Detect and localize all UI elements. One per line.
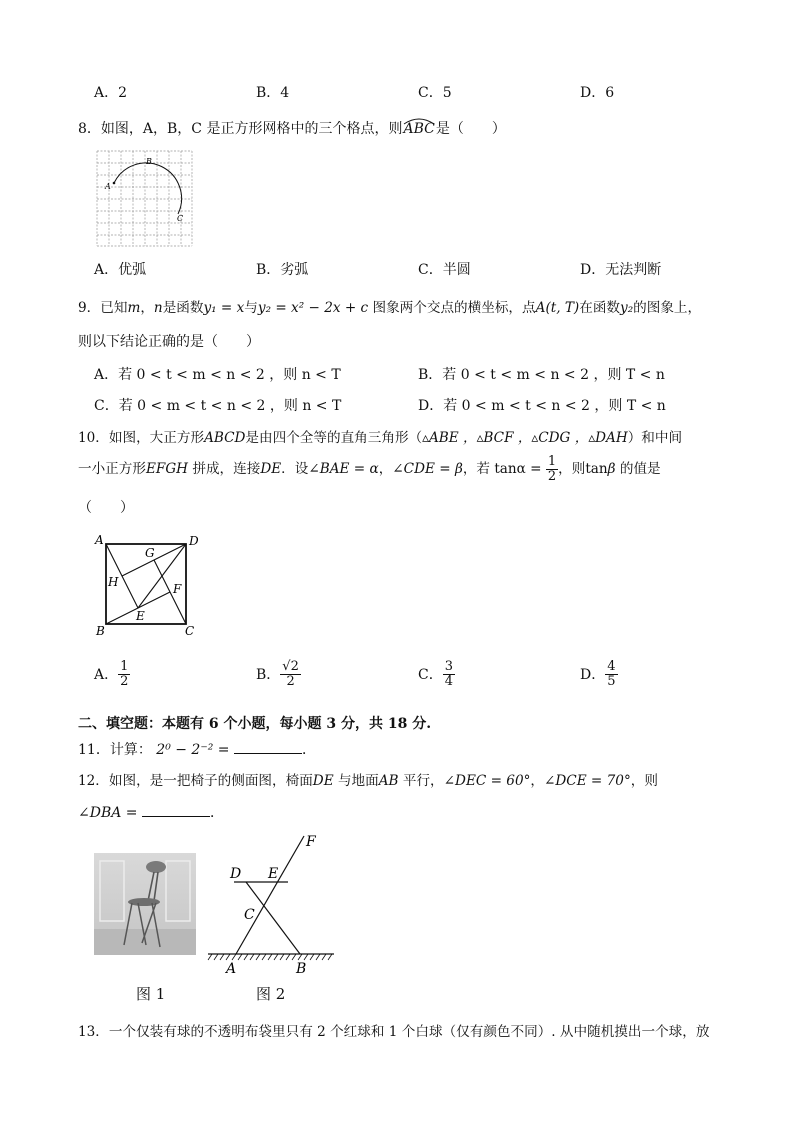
q9-option-d: D．若 0 < m < t < n < 2 ，则 T < n	[418, 398, 666, 414]
q10-option-a: A． $\frac{1}{2}$	[94, 659, 129, 690]
q11-stem: 11．计算： 2⁰ − 2⁻² = ．	[78, 742, 316, 758]
q10-label-c: C	[185, 624, 195, 638]
q7-option-a: A．2	[94, 85, 128, 101]
q8-grid-figure	[96, 150, 194, 248]
q10-option-d: D． $\frac{4}{5}$	[580, 659, 616, 690]
q12-label-e: E	[268, 866, 279, 882]
section-heading: 二、填空题：本题有 6 个小题，每小题 3 分，共 18 分.	[78, 716, 432, 732]
q10-option-c: C． $\frac{3}{4}$	[418, 659, 453, 690]
q8-option-b: B．劣弧	[256, 262, 309, 278]
q13-stem: 13．一个仅装有球的不透明布袋里只有 2 个红球和 1 个白球（仅有颜色不同）. 从中随机摸出一个球，放	[78, 1024, 710, 1040]
q10-square-figure	[92, 530, 204, 642]
q7-option-d: D．6	[580, 85, 615, 101]
q8-option-d: D．无法判断	[580, 262, 662, 278]
q12-label-d: D	[230, 866, 242, 882]
q12-label-f: F	[306, 834, 316, 850]
q10-stem-line3: （ ）	[78, 500, 134, 516]
q8-label-c: C	[177, 214, 184, 223]
q10-label-a: A	[95, 533, 104, 547]
q9-stem-line2: 则以下结论正确的是（ ）	[78, 334, 260, 350]
figure-2-caption: 图 2	[256, 985, 286, 1003]
q9-option-a: A．若 0 < t < m < n < 2 ，则 n < T	[94, 367, 341, 383]
q12-label-c: C	[244, 907, 255, 923]
q10-label-b: B	[96, 624, 105, 638]
q12-stem-line1: 12．如图，是一把椅子的侧面图，椅面DE 与地面AB 平行，∠DEC = 60°，∠DCE = 70°，则	[78, 773, 658, 789]
q10-stem-line2: 一小正方形EFGH 拼成，连接DE．设∠BAE = α，∠CDE = β，若 tanα = $\frac{1}{2}$ ，则tanβ 的值是	[78, 453, 661, 484]
q10-label-d: D	[189, 534, 199, 548]
q10-label-e: E	[136, 609, 145, 623]
q10-label-h: H	[108, 575, 119, 589]
q8-label-a: A	[105, 182, 111, 191]
q7-option-c: C．5	[418, 85, 452, 101]
figure-1-caption: 图 1	[136, 985, 166, 1003]
q12-label-b: B	[296, 961, 307, 977]
q12-stem-line2: ∠DBA = ．	[78, 805, 224, 821]
q8-option-a: A．优弧	[94, 262, 147, 278]
q12-answer-blank[interactable]	[142, 804, 210, 817]
q9-stem-line1: 9．已知m，n是函数y₁ = x与y₂ = x² − 2x + c 图象两个交点的横坐标，点A(t, T)在函数y₂的图象上，	[78, 300, 702, 316]
chair-photo	[94, 853, 196, 955]
q10-option-b: B． $\frac{√2}{2}$	[256, 659, 299, 690]
q10-label-g: G	[145, 546, 155, 560]
q10-label-f: F	[173, 582, 182, 596]
arc-symbol-icon	[402, 117, 436, 125]
q8-label-b: B	[146, 157, 152, 166]
q8-option-c: C．半圆	[418, 262, 471, 278]
q12-chair-diagram	[204, 830, 340, 978]
q7-option-b: B．4	[256, 85, 290, 101]
q8-stem: 8．如图，A，B，C 是正方形网格中的三个格点，则 ABC是（ ）	[78, 118, 506, 138]
q10-stem-line1: 10．如图，大正方形ABCD是由四个全等的直角三角形（▵ABE ，▵BCF ，▵CDG ，▵DAH）和中间	[78, 430, 683, 446]
q11-answer-blank[interactable]	[234, 741, 302, 754]
q9-option-b: B．若 0 < t < m < n < 2 ，则 T < n	[418, 367, 665, 383]
q9-option-c: C．若 0 < m < t < n < 2 ，则 n < T	[94, 398, 342, 414]
q12-label-a: A	[226, 961, 237, 977]
